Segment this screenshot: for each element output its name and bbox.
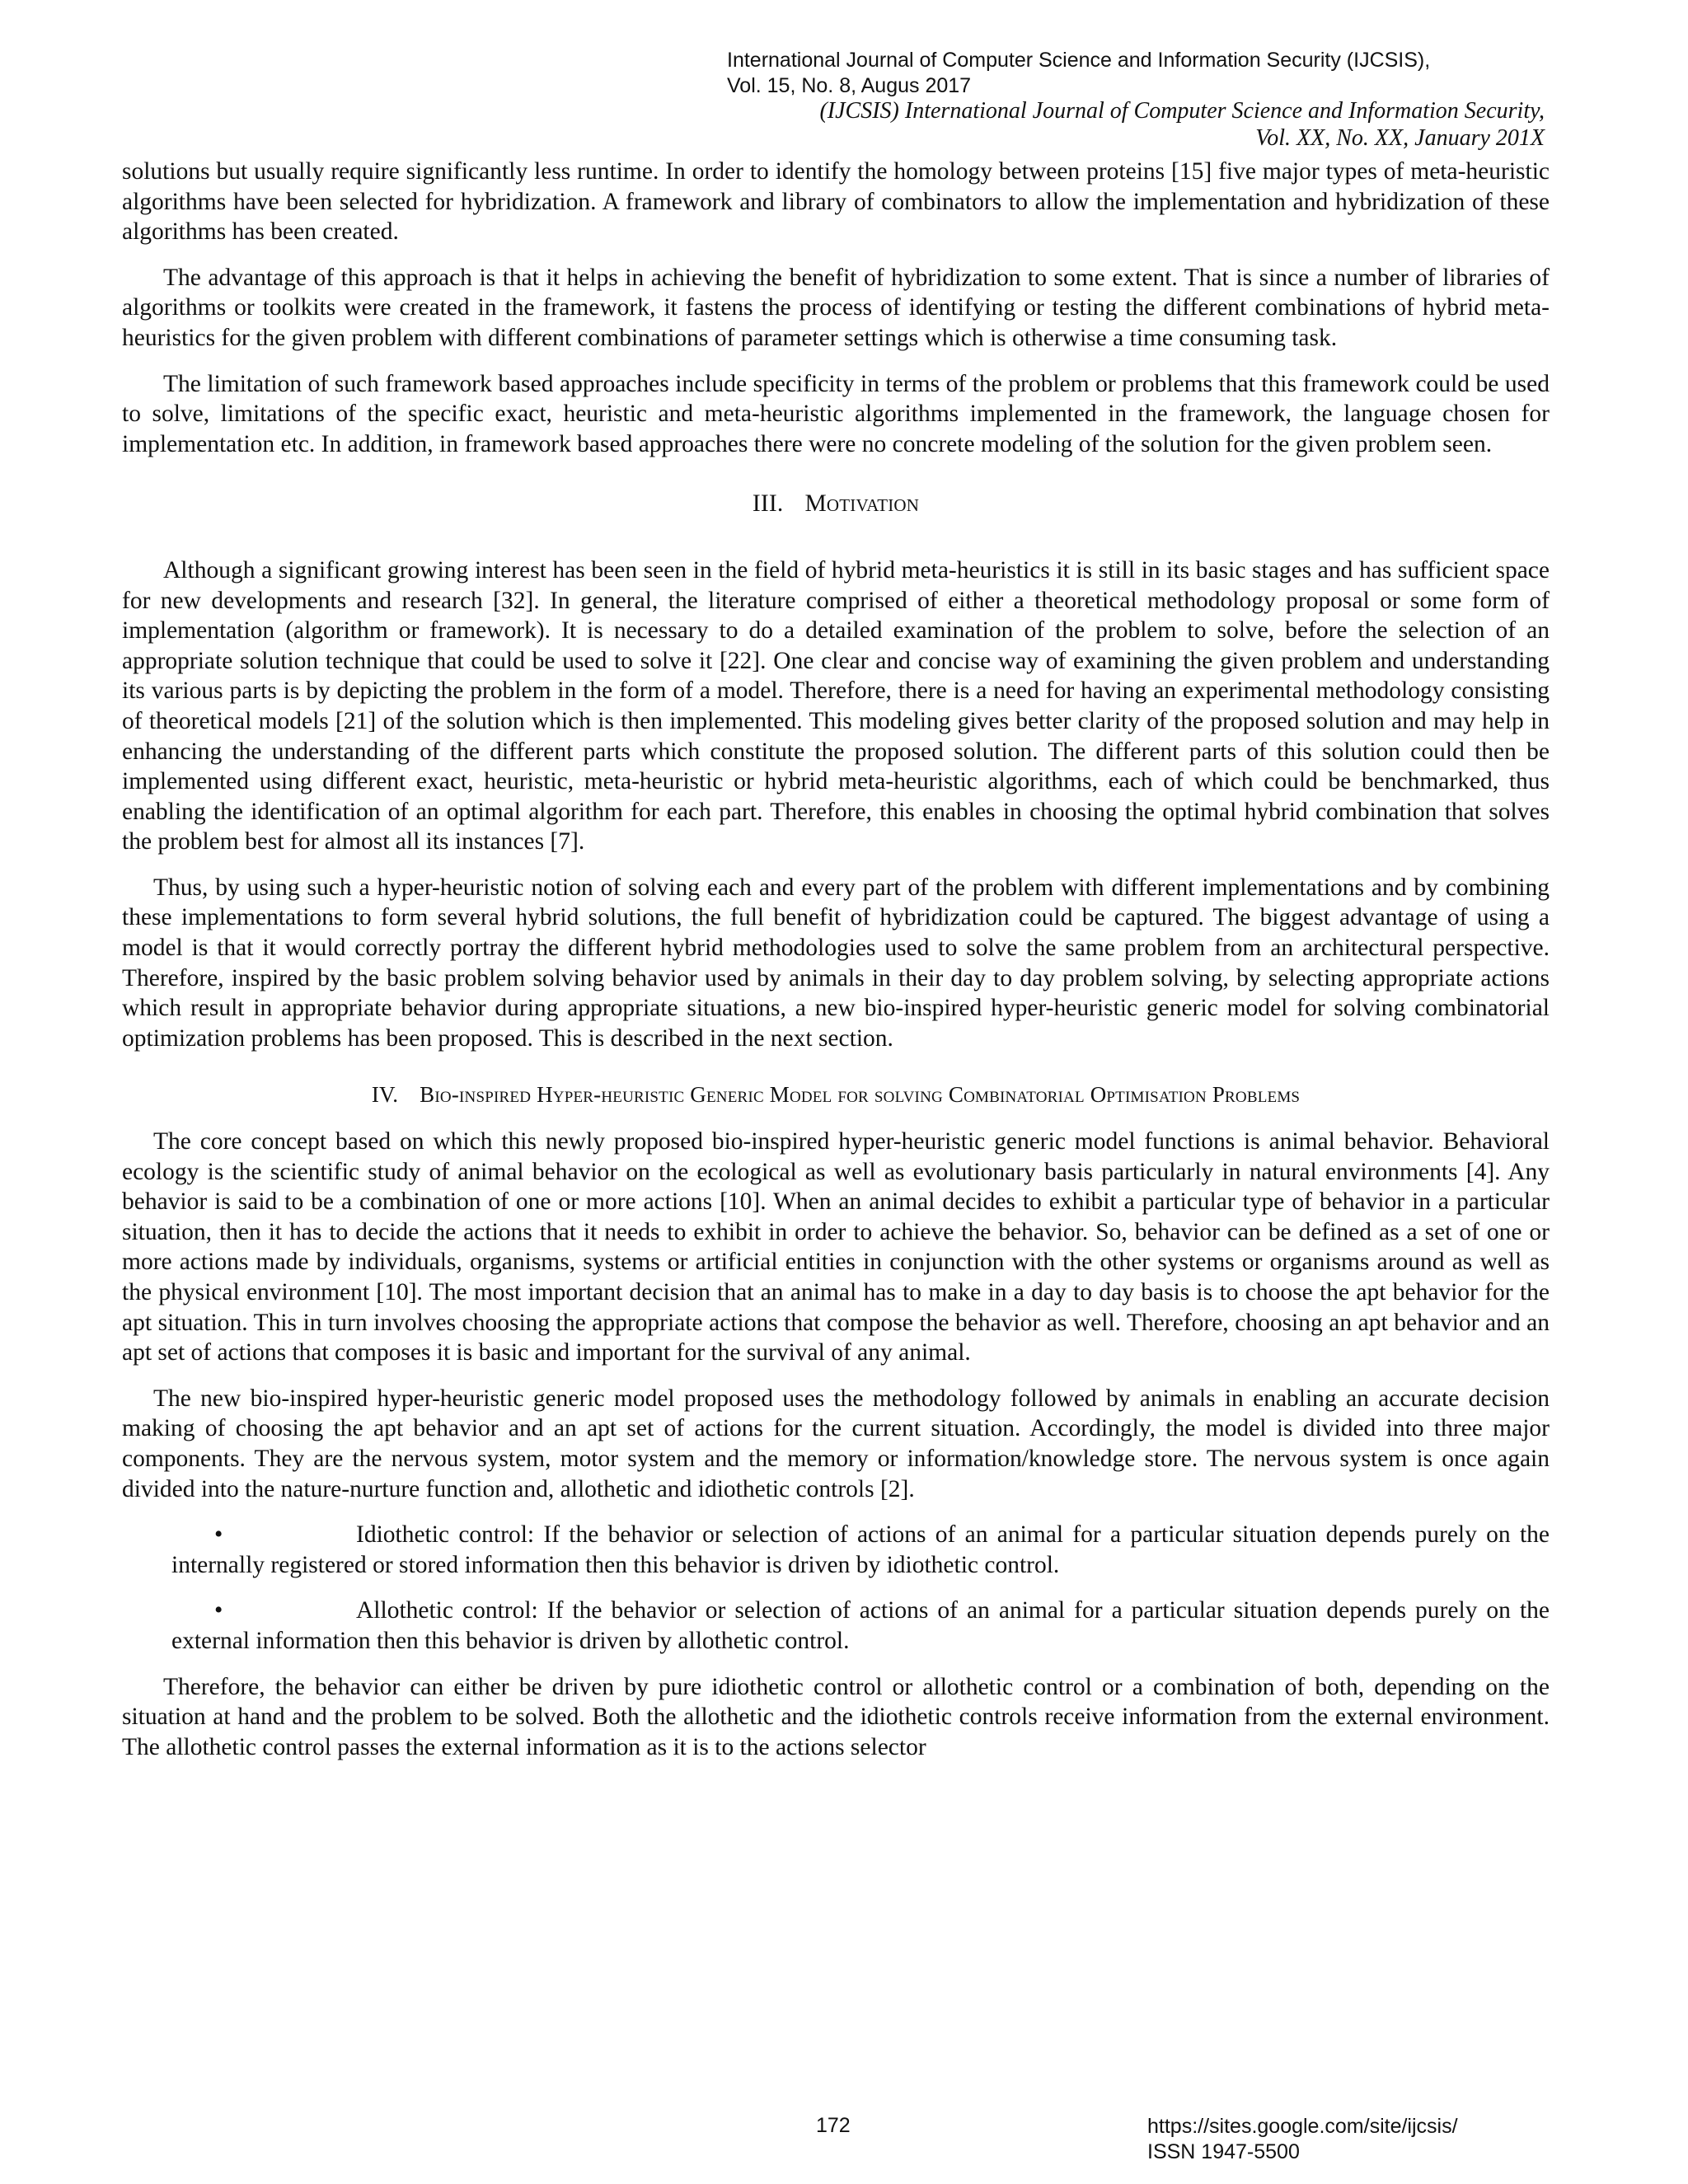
journal-header-line-2: Vol. 15, No. 8, Augus 2017 bbox=[727, 74, 972, 97]
bullet-list bbox=[122, 1520, 1550, 1656]
page-number: 172 bbox=[816, 2114, 851, 2137]
paragraph: The limitation of such framework based approaches include specificity in terms of the problem or problems that this framework could be used to solve, limitations of the specific exact, heuristic and meta-heuristic algorithms implemented in the framework, the language chosen for implementation etc. In addition, in framework based approaches there were no concrete modeling of the solution for the given problem seen. bbox=[122, 370, 1550, 457]
running-header-line-2: Vol. XX, No. XX, January 201X bbox=[1255, 125, 1545, 151]
running-header-line-1: (IJCSIS) International Journal of Computer Science and Information Security, bbox=[819, 98, 1545, 124]
running-header bbox=[638, 97, 1545, 152]
section-heading-motivation bbox=[122, 489, 1550, 519]
section-heading-model bbox=[122, 1080, 1550, 1110]
journal-header-line-1: International Journal of Computer Science and Information Security (IJCSIS), bbox=[727, 49, 1431, 72]
paragraph: solutions but usually require significantly less runtime. In order to identify the homology between proteins [15] five major types of meta-heuristic algorithms have been selected for hybridization. A framework and library of combinators to allow the implementation and hybridization of these algorithms has been created. bbox=[122, 158, 1550, 246]
section-title: Motivation bbox=[804, 490, 920, 518]
section-number: IV. bbox=[371, 1082, 399, 1108]
section-title: Bio-inspired Hyper-heuristic Generic Model for solving Combinatorial Optimisation Problems bbox=[420, 1082, 1301, 1108]
paragraph: Thus, by using such a hyper-heuristic notion of solving each and every part of the problem with different implementations and by combining these implementations to form several hybrid solutions, the full benefit of hybridization could be captured. The biggest advantage of using a model is that it would correctly portray the different hybrid methodologies used to solve the same problem from an architectural perspective. Therefore, inspired by the basic problem solving behavior used by animals in their day to day problem solving, by selecting appropriate actions which result in appropriate behavior during appropriate situations, a new bio-inspired hyper-heuristic generic model for solving combinatorial optimization problems has been proposed. This is described in the next section. bbox=[122, 874, 1550, 1052]
paragraph: Therefore, the behavior can either be driven by pure idiothetic control or allothetic control or a combination of both, depending on the situation at hand and the problem to be solved. Both the allothetic and the idiothetic controls receive information from the external environment. The allothetic control passes the external information as it is to the actions selector bbox=[122, 1673, 1550, 1760]
list-item-text: Allothetic control: If the behavior or selection of actions of an animal for a particular situation depends purely on the external information then this behavior is driven by allothetic control. bbox=[171, 1597, 1550, 1654]
paragraph: The advantage of this approach is that it helps in achieving the benefit of hybridization to some extent. That is since a number of libraries of algorithms or toolkits were created in the framework, it fastens the process of identifying or testing the different combinations of hybrid meta-heuristics for the given problem with different combinations of parameter settings which is otherwise a time consuming task. bbox=[122, 264, 1550, 351]
bullet-icon: • bbox=[214, 1597, 223, 1624]
journal-header bbox=[727, 48, 1551, 99]
footer-info bbox=[1147, 2114, 1458, 2165]
footer-url: https://sites.google.com/site/ijcsis/ bbox=[1147, 2115, 1458, 2138]
list-item bbox=[122, 1596, 1550, 1656]
bullet-icon: • bbox=[214, 1521, 223, 1549]
list-item-text: Idiothetic control: If the behavior or selection of actions of an animal for a particular situation depends purely on the internally registered or stored information then this behavior is driven by idiothetic control. bbox=[171, 1521, 1550, 1578]
paragraph: The core concept based on which this newly proposed bio-inspired hyper-heuristic generic model functions is animal behavior. Behavioral ecology is the scientific study of animal behavior on the ecological as well as evolutionary basis particularly in natural environments [4]. Any behavior is said to be a combination of one or more actions [10]. When an animal decides to exhibit a particular type of behavior in a particular situation, then it has to decide the actions that it needs to exhibit in order to achieve the behavior. So, behavior can be defined as a set of one or more actions made by individuals, organisms, systems or artificial entities in conjunction with the other systems or organisms around as well as the physical environment [10]. The most important decision that an animal has to make in a day to day basis is to choose the apt behavior for the apt situation. This in turn involves choosing the appropriate actions that compose the behavior as well. Therefore, choosing an apt behavior and an apt set of actions that composes it is basic and important for the survival of any animal. bbox=[122, 1128, 1550, 1366]
page-body bbox=[122, 157, 1550, 1778]
list-item bbox=[122, 1520, 1550, 1580]
footer-issn: ISSN 1947-5500 bbox=[1147, 2140, 1300, 2163]
section-number: III. bbox=[752, 490, 784, 518]
paragraph: Although a significant growing interest has been seen in the field of hybrid meta-heuristics it is still in its basic stages and has sufficient space for new developments and research [32]. In general, the literature comprised of either a theoretical methodology proposal or some form of implementation (algorithm or framework). It is necessary to do a detailed examination of the problem to solve, before the selection of an appropriate solution technique that could be used to solve it [22]. One clear and concise way of examining the given problem and understanding its various parts is by depicting the problem in the form of a model. Therefore, there is a need for having an experimental methodology consisting of theoretical models [21] of the solution which is then implemented. This modeling gives better clarity of the proposed solution and may help in enhancing the understanding of the different parts which constitute the proposed solution. The different parts of this solution could then be implemented using different exact, heuristic, meta-heuristic or hybrid meta-heuristic algorithms, each of which could be benchmarked, thus enabling the identification of an optimal algorithm for each part. Therefore, this enables in choosing the optimal hybrid combination that solves the problem best for almost all its instances [7]. bbox=[122, 556, 1550, 855]
paragraph: The new bio-inspired hyper-heuristic generic model proposed uses the methodology followed by animals in enabling an accurate decision making of choosing the apt behavior and an apt set of actions for the current situation. Accordingly, the model is divided into three major components. They are the nervous system, motor system and the memory or information/knowledge store. The nervous system is once again divided into the nature-nurture function and, allothetic and idiothetic controls [2]. bbox=[122, 1385, 1550, 1502]
